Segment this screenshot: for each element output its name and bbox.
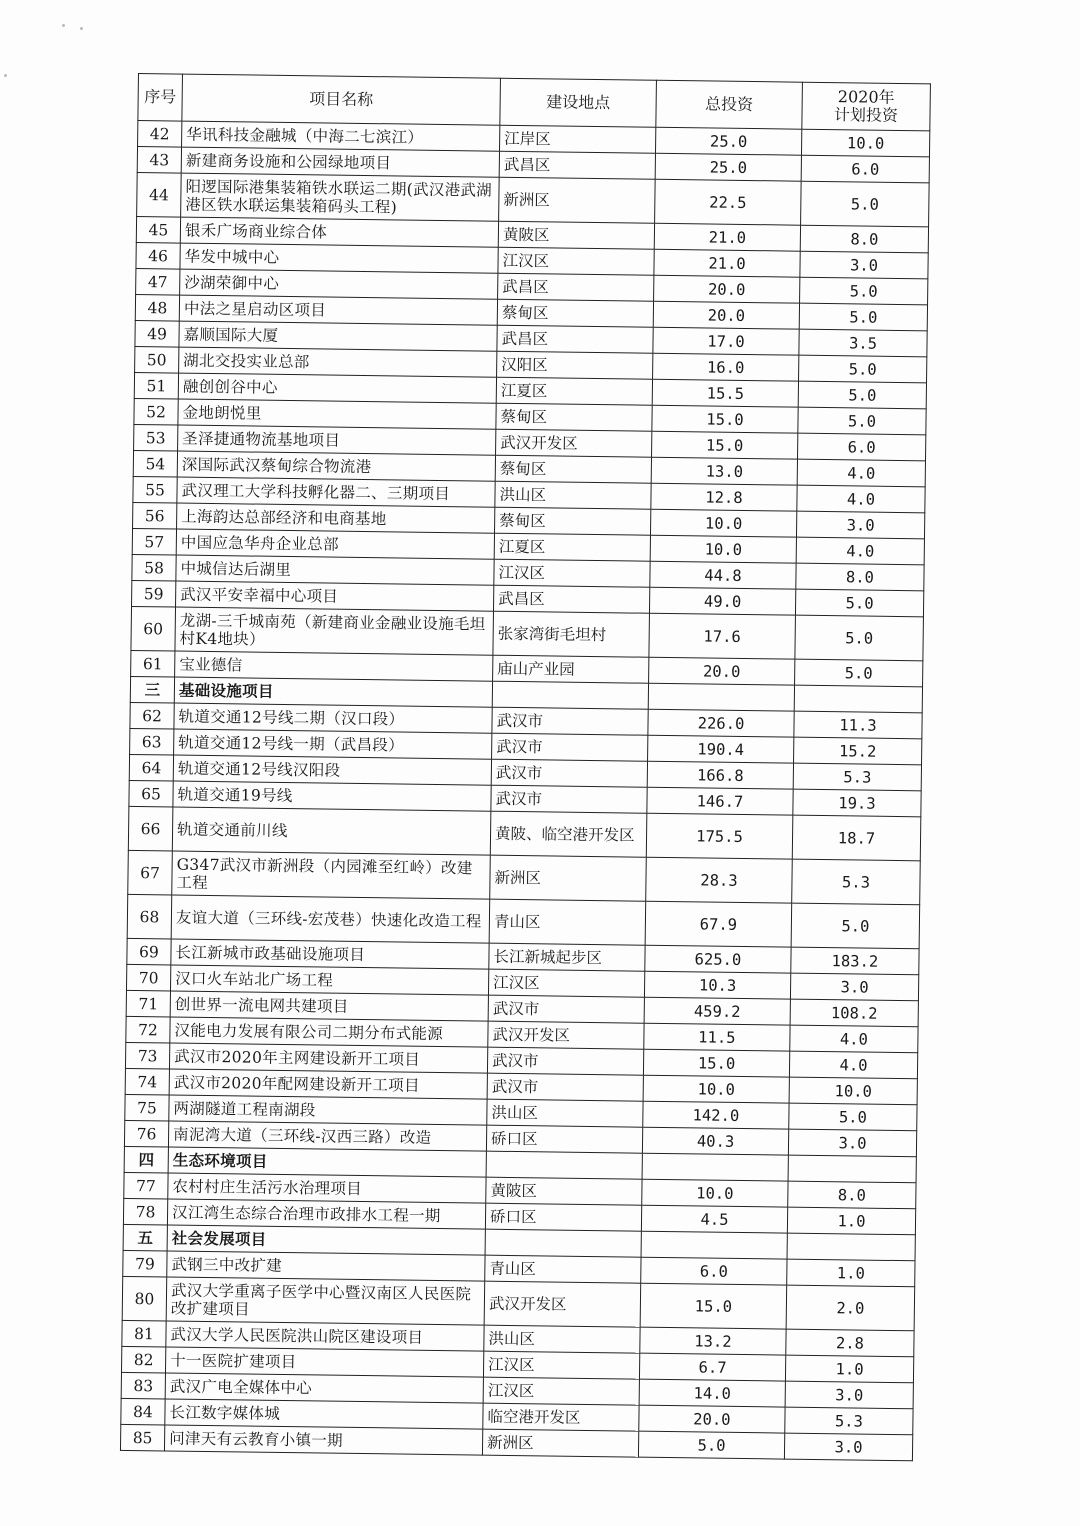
cell-2020-plan: 4.0: [797, 485, 925, 513]
cell-location: 武昌区: [493, 585, 649, 613]
cell-project-name: 龙湖-三千城南苑（新建商业金融业设施毛坦村K4地块）: [175, 607, 494, 655]
cell-seq: 四: [124, 1146, 168, 1173]
cell-seq: 66: [128, 806, 173, 851]
cell-location: 蔡甸区: [496, 403, 652, 431]
cell-location: 硚口区: [486, 1125, 642, 1153]
cell-project-name: 武汉市2020年主网建设新开工项目: [169, 1043, 487, 1073]
cell-seq: 49: [135, 320, 179, 347]
cell-location: 青山区: [485, 1255, 641, 1283]
cell-seq: 48: [135, 294, 179, 321]
cell-total-investment: 5.0: [638, 1431, 784, 1459]
cell-2020-plan: [788, 1155, 916, 1183]
cell-seq: 67: [128, 850, 173, 895]
cell-2020-plan: 5.0: [799, 303, 927, 331]
cell-total-investment: 166.8: [647, 761, 793, 789]
cell-2020-plan: 5.0: [795, 659, 923, 687]
cell-total-investment: 6.0: [641, 1257, 787, 1285]
scan-speck: [4, 74, 7, 77]
cell-location: 长江新城起步区: [489, 943, 645, 971]
cell-location: 新洲区: [499, 177, 656, 223]
cell-seq: 82: [121, 1346, 165, 1373]
cell-seq: 85: [120, 1424, 164, 1451]
cell-seq: 74: [125, 1068, 169, 1095]
cell-project-name: 武汉大学人民医院洪山院区建设项目: [166, 1321, 484, 1351]
project-table: [120, 73, 931, 1461]
cell-project-name: G347武汉市新洲段（内园滩至红岭）改建工程: [172, 851, 491, 899]
cell-total-investment: 625.0: [645, 945, 791, 973]
cell-seq: 71: [126, 990, 170, 1017]
cell-project-name: 深国际武汉蔡甸综合物流港: [177, 451, 495, 481]
cell-location: 蔡甸区: [497, 299, 653, 327]
cell-project-name: 汉口火车站北广场工程: [170, 965, 488, 995]
cell-total-investment: 13.2: [640, 1327, 786, 1355]
cell-2020-plan: 108.2: [790, 999, 918, 1027]
cell-seq: 77: [124, 1172, 168, 1199]
cell-2020-plan: 4.0: [789, 1051, 917, 1079]
cell-total-investment: 190.4: [648, 735, 794, 763]
cell-total-investment: 67.9: [645, 901, 792, 947]
header-total-investment: 总投资: [656, 80, 803, 129]
cell-project-name: 宝业德信: [175, 651, 493, 681]
cell-2020-plan: 19.3: [793, 789, 921, 817]
header-seq: 序号: [138, 74, 183, 122]
cell-total-investment: 12.8: [651, 483, 797, 511]
cell-location: 江汉区: [483, 1377, 639, 1405]
cell-project-name: 两湖隧道工程南湖段: [169, 1095, 487, 1125]
cell-total-investment: 10.3: [644, 971, 790, 999]
cell-location: 武汉市: [491, 759, 647, 787]
cell-2020-plan: 5.0: [798, 407, 926, 435]
cell-2020-plan: 1.0: [787, 1259, 915, 1287]
cell-project-name: 问津天有云教育小镇一期: [164, 1425, 482, 1455]
cell-location: 黄陂区: [486, 1177, 642, 1205]
cell-seq: 80: [122, 1276, 167, 1321]
cell-seq: 55: [133, 476, 177, 503]
cell-2020-plan: 3.5: [799, 329, 927, 357]
cell-seq: 42: [138, 121, 182, 148]
cell-project-name: 沙湖荣御中心: [180, 269, 498, 299]
cell-project-name: 长江新城市政基础设施项目: [171, 939, 489, 969]
cell-location: 武汉开发区: [484, 1281, 641, 1327]
cell-location: [492, 681, 648, 709]
cell-total-investment: 10.0: [650, 509, 796, 537]
header-location: 建设地点: [500, 78, 657, 127]
cell-seq: 52: [134, 398, 178, 425]
cell-seq: 72: [126, 1016, 170, 1043]
scan-speck: [80, 27, 83, 30]
cell-2020-plan: 11.3: [794, 711, 922, 739]
cell-location: 江汉区: [498, 247, 654, 275]
cell-project-name: 社会发展项目: [167, 1225, 485, 1255]
cell-project-name: 银禾广场商业综合体: [180, 217, 498, 247]
cell-location: 张家湾街毛坦村: [493, 611, 650, 657]
cell-2020-plan: 5.0: [801, 181, 930, 227]
cell-seq: 56: [133, 502, 177, 529]
cell-total-investment: 16.0: [653, 353, 799, 381]
cell-project-name: 中国应急华舟企业总部: [176, 529, 494, 559]
cell-2020-plan: 1.0: [785, 1355, 913, 1383]
cell-project-name: 轨道交通前川线: [172, 807, 491, 855]
cell-seq: 64: [129, 754, 173, 781]
cell-total-investment: [641, 1231, 787, 1259]
cell-total-investment: 6.7: [639, 1353, 785, 1381]
cell-location: 新洲区: [490, 855, 647, 901]
cell-location: 汉阳区: [497, 351, 653, 379]
cell-location: 临空港开发区: [483, 1403, 639, 1431]
cell-2020-plan: 183.2: [791, 947, 919, 975]
cell-project-name: 武汉理工大学科技孵化器二、三期项目: [177, 477, 495, 507]
cell-total-investment: 20.0: [654, 275, 800, 303]
cell-seq: 51: [134, 372, 178, 399]
cell-project-name: 汉江湾生态综合治理市政排水工程一期: [167, 1199, 485, 1229]
cell-location: 武昌区: [498, 273, 654, 301]
cell-seq: 五: [123, 1224, 167, 1251]
cell-project-name: 汉能电力发展有限公司二期分布式能源: [170, 1017, 488, 1047]
cell-project-name: 轨道交通12号线二期（汉口段）: [174, 703, 492, 733]
cell-2020-plan: 15.2: [794, 737, 922, 765]
cell-total-investment: 10.0: [650, 535, 796, 563]
cell-2020-plan: 3.0: [788, 1129, 916, 1157]
cell-total-investment: 175.5: [646, 813, 793, 859]
cell-total-investment: 10.0: [643, 1075, 789, 1103]
cell-total-investment: 21.0: [654, 249, 800, 277]
cell-project-name: 武汉市2020年配网建设新开工项目: [169, 1069, 487, 1099]
cell-location: 武昌区: [499, 151, 655, 179]
cell-total-investment: 44.8: [650, 561, 796, 589]
cell-seq: 63: [130, 728, 174, 755]
cell-project-name: 华发中城中心: [180, 243, 498, 273]
cell-total-investment: 11.5: [644, 1023, 790, 1051]
cell-2020-plan: 5.0: [795, 589, 923, 617]
cell-2020-plan: 4.0: [796, 537, 924, 565]
cell-seq: 62: [130, 702, 174, 729]
cell-2020-plan: 5.0: [798, 381, 926, 409]
cell-seq: 50: [135, 346, 179, 373]
cell-seq: 65: [129, 780, 173, 807]
cell-seq: 45: [136, 216, 180, 243]
cell-seq: 75: [125, 1094, 169, 1121]
cell-2020-plan: 5.3: [785, 1407, 913, 1435]
cell-total-investment: 226.0: [648, 709, 794, 737]
cell-project-name: 华讯科技金融城（中海二七滨江）: [182, 121, 500, 151]
cell-location: 江岸区: [500, 125, 656, 153]
cell-project-name: 中城信达后湖里: [176, 555, 494, 585]
cell-location: 庙山产业园: [493, 655, 649, 683]
cell-total-investment: 142.0: [643, 1101, 789, 1129]
cell-total-investment: 14.0: [639, 1379, 785, 1407]
cell-total-investment: [648, 683, 794, 711]
cell-2020-plan: 10.0: [789, 1077, 917, 1105]
cell-total-investment: 22.5: [655, 179, 802, 225]
cell-2020-plan: 3.0: [784, 1433, 912, 1461]
cell-2020-plan: 5.0: [789, 1103, 917, 1131]
cell-seq: 78: [123, 1198, 167, 1225]
cell-total-investment: 15.0: [652, 405, 798, 433]
cell-location: 江汉区: [494, 559, 650, 587]
cell-project-name: 湖北交投实业总部: [179, 347, 497, 377]
header-2020-plan: [802, 82, 931, 131]
cell-total-investment: 20.0: [649, 657, 795, 685]
cell-project-name: 农村村庄生活污水治理项目: [168, 1173, 486, 1203]
header-plan-year: 2020年: [837, 87, 895, 107]
cell-location: 蔡甸区: [495, 507, 651, 535]
cell-seq: 57: [132, 528, 176, 555]
cell-seq: 83: [121, 1372, 165, 1399]
cell-total-investment: 459.2: [644, 997, 790, 1025]
cell-location: 江汉区: [483, 1351, 639, 1379]
cell-2020-plan: 3.0: [785, 1381, 913, 1409]
cell-seq: 84: [121, 1398, 165, 1425]
cell-2020-plan: 6.0: [798, 433, 926, 461]
cell-total-investment: 4.5: [641, 1205, 787, 1233]
cell-total-investment: 15.0: [640, 1283, 787, 1329]
cell-seq: 73: [125, 1042, 169, 1069]
cell-total-investment: 28.3: [646, 857, 793, 903]
cell-project-name: 新建商务设施和公园绿地项目: [181, 147, 499, 177]
cell-seq: 79: [123, 1250, 167, 1277]
cell-seq: 54: [133, 450, 177, 477]
cell-2020-plan: 2.0: [786, 1285, 915, 1331]
cell-2020-plan: 18.7: [792, 815, 921, 861]
cell-seq: 70: [126, 964, 170, 991]
cell-project-name: 生态环境项目: [168, 1147, 486, 1177]
cell-location: 武汉开发区: [488, 1021, 644, 1049]
cell-seq: 61: [131, 650, 175, 677]
cell-location: 江夏区: [494, 533, 650, 561]
cell-project-name: 十一医院扩建项目: [165, 1347, 483, 1377]
cell-seq: 81: [122, 1320, 166, 1347]
cell-seq: 76: [124, 1120, 168, 1147]
cell-project-name: 武汉平安幸福中心项目: [176, 581, 494, 611]
cell-location: [486, 1151, 642, 1179]
cell-location: 武汉市: [491, 785, 647, 813]
cell-seq: 68: [127, 894, 172, 939]
cell-2020-plan: 5.0: [795, 615, 924, 661]
cell-location: 蔡甸区: [495, 455, 651, 483]
cell-total-investment: 10.0: [642, 1179, 788, 1207]
table-body: [120, 121, 929, 1461]
cell-total-investment: 15.5: [652, 379, 798, 407]
cell-location: 硚口区: [485, 1203, 641, 1231]
cell-project-name: 友谊大道（三环线-宏茂巷）快速化改造工程: [171, 895, 490, 943]
cell-project-name: 阳逻国际港集装箱铁水联运二期(武汉港武湖港区铁水联运集装箱码头工程): [181, 173, 500, 221]
cell-2020-plan: 5.0: [791, 903, 920, 949]
cell-location: 黄陂区: [498, 221, 654, 249]
cell-location: 新洲区: [482, 1429, 638, 1457]
cell-seq: 43: [137, 147, 181, 174]
cell-location: 江夏区: [496, 377, 652, 405]
cell-total-investment: 20.0: [653, 301, 799, 329]
cell-total-investment: 49.0: [649, 587, 795, 615]
cell-2020-plan: 5.0: [800, 277, 928, 305]
cell-total-investment: 13.0: [651, 457, 797, 485]
cell-total-investment: 17.6: [649, 613, 796, 659]
cell-total-investment: 146.7: [647, 787, 793, 815]
header-plan-label: 计划投资: [833, 105, 899, 125]
cell-total-investment: 40.3: [642, 1127, 788, 1155]
cell-total-investment: 21.0: [654, 223, 800, 251]
cell-seq: 三: [130, 676, 174, 703]
cell-project-name: 轨道交通12号线汉阳段: [173, 755, 491, 785]
cell-seq: 47: [136, 268, 180, 295]
cell-location: 青山区: [489, 899, 646, 945]
cell-project-name: 创世界一流电网共建项目: [170, 991, 488, 1021]
cell-location: 洪山区: [484, 1325, 640, 1353]
cell-project-name: 上海韵达总部经济和电商基地: [177, 503, 495, 533]
cell-location: 洪山区: [495, 481, 651, 509]
cell-2020-plan: 3.0: [796, 511, 924, 539]
cell-2020-plan: 3.0: [790, 973, 918, 1001]
cell-2020-plan: 8.0: [788, 1181, 916, 1209]
cell-project-name: 武汉大学重离子医学中心暨汉南区人民医院改扩建项目: [166, 1277, 485, 1325]
cell-2020-plan: 5.0: [799, 355, 927, 383]
cell-2020-plan: 4.0: [797, 459, 925, 487]
cell-2020-plan: 8.0: [800, 225, 928, 253]
cell-project-name: 金地朗悦里: [178, 399, 496, 429]
cell-location: 武昌区: [497, 325, 653, 353]
cell-total-investment: 15.0: [652, 431, 798, 459]
cell-location: 武汉市: [492, 733, 648, 761]
cell-2020-plan: 5.3: [793, 763, 921, 791]
cell-2020-plan: 5.3: [792, 859, 921, 905]
cell-project-name: 南泥湾大道（三环线-汉西三路）改造: [168, 1121, 486, 1151]
cell-location: 洪山区: [487, 1099, 643, 1127]
cell-total-investment: [642, 1153, 788, 1181]
cell-seq: 69: [127, 938, 171, 965]
cell-project-name: 圣泽捷通物流基地项目: [178, 425, 496, 455]
cell-total-investment: 20.0: [639, 1405, 785, 1433]
cell-location: 武汉市: [487, 1047, 643, 1075]
cell-2020-plan: 8.0: [796, 563, 924, 591]
cell-location: 江汉区: [488, 969, 644, 997]
cell-project-name: 长江数字媒体城: [165, 1399, 483, 1429]
cell-2020-plan: 10.0: [801, 129, 929, 157]
cell-project-name: 轨道交通12号线一期（武昌段）: [174, 729, 492, 759]
cell-project-name: 融创创谷中心: [178, 373, 496, 403]
cell-total-investment: 15.0: [643, 1049, 789, 1077]
cell-project-name: 嘉顺国际大厦: [179, 321, 497, 351]
cell-2020-plan: 1.0: [787, 1207, 915, 1235]
cell-location: 武汉市: [487, 1073, 643, 1101]
cell-project-name: 武汉广电全媒体中心: [165, 1373, 483, 1403]
cell-total-investment: 25.0: [655, 127, 801, 155]
cell-2020-plan: 3.0: [800, 251, 928, 279]
scan-speck: [62, 24, 65, 27]
cell-project-name: 中法之星启动区项目: [179, 295, 497, 325]
cell-seq: 46: [136, 242, 180, 269]
cell-location: [485, 1229, 641, 1257]
cell-2020-plan: 2.8: [786, 1329, 914, 1357]
cell-location: 武汉市: [492, 707, 648, 735]
cell-total-investment: 17.0: [653, 327, 799, 355]
cell-location: 武汉市: [488, 995, 644, 1023]
cell-2020-plan: [794, 685, 922, 713]
cell-seq: 58: [132, 554, 176, 581]
cell-total-investment: 25.0: [655, 153, 801, 181]
cell-seq: 60: [131, 606, 176, 651]
cell-2020-plan: [787, 1233, 915, 1261]
cell-project-name: 基础设施项目: [174, 677, 492, 707]
cell-location: 武汉开发区: [496, 429, 652, 457]
cell-location: 黄陂、临空港开发区: [490, 811, 647, 857]
cell-2020-plan: 4.0: [790, 1025, 918, 1053]
cell-project-name: 武钢三中改扩建: [167, 1251, 485, 1281]
cell-2020-plan: 6.0: [801, 155, 929, 183]
cell-seq: 44: [137, 172, 182, 217]
cell-project-name: 轨道交通19号线: [173, 781, 491, 811]
cell-seq: 53: [134, 424, 178, 451]
cell-seq: 59: [132, 580, 176, 607]
header-name: 项目名称: [182, 74, 501, 125]
